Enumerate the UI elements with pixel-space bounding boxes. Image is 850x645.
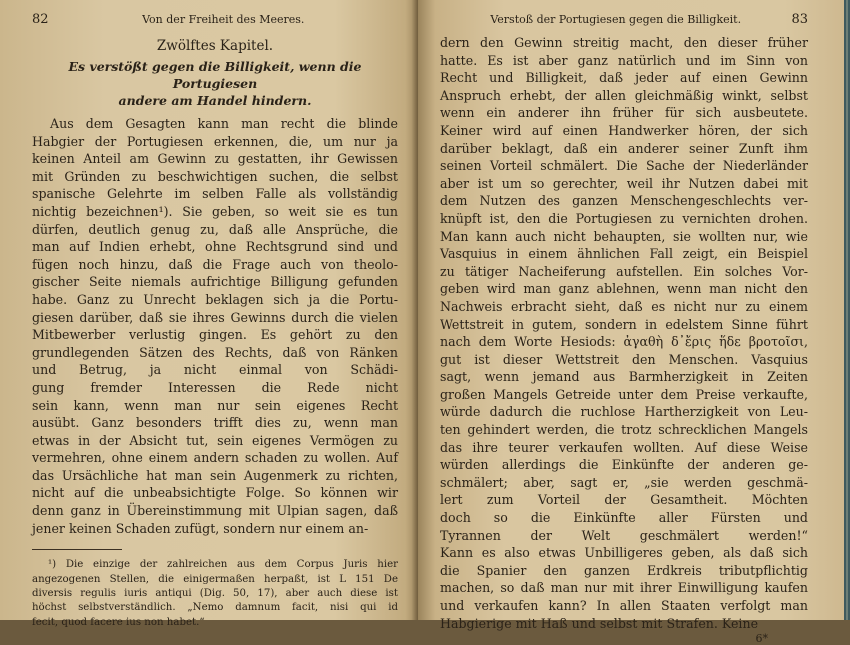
text-line: Habgierige mit Haß und selbst mit Strafen. Keine [440,615,759,631]
text-line: Aus dem Gesagten kann man recht die blinde [50,116,398,131]
text-line: und verkaufen kann? In allen Staaten verfolgt man [440,598,808,613]
text-line: habe. Ganz zu Unrecht beklagen sich ja die Portu- [32,291,398,307]
text-line: nicht auf die unbeabsichtigte Folge. So können wir [32,485,398,501]
footnote [32,558,398,630]
text-line: Tyrannen der Welt geschmälert werden!“ [440,527,808,543]
text-line: Recht und Billigkeit, daß jeder auf einen Gewinn [440,70,808,86]
chapter-title: Zwölftes Kapitel. [156,38,274,54]
text-line: nichtig bezeichnen¹). Sie geben, so weit sie es tun [32,203,398,219]
text-line: dürfen, deutlich genug zu, daß alle Ansprüche, die [32,221,398,237]
page-edge [844,0,850,620]
text-line: zu tätiger Nacheiferung aufstellen. Ein solches Vor- [440,263,808,279]
text-line: gung fremder Interessen die Rede nicht [32,379,398,395]
text-line: gut ist dieser Wettstreit den Menschen. Vasquius [440,351,808,367]
text-line: Kann es also etwas Unbilligeres geben, als daß sich [440,545,808,561]
right-page-header [440,12,808,34]
text-line: geben wird man ganz ablehnen, wenn man nicht den [440,281,808,297]
text-line: spanische Gelehrte im selben Falle als vollständig [32,186,398,202]
text-line: Keiner wird auf einen Handwerker hören, der sich [440,122,808,138]
text-line: das ihre teurer verkaufen wollten. Auf diese Weise [440,439,808,455]
text-line: und Betrug, ja nicht einmal von Schädi- [32,362,398,378]
signature-mark: 6* [755,632,768,645]
text-line: hatte. Es ist aber ganz natürlich und im Sinn von [440,52,808,68]
right-page [418,0,850,645]
text-line: dern den Gewinn streitig macht, den dieser früher [440,35,808,50]
text-line: lert zum Vorteil der Gesamtheit. Möchten [440,492,808,508]
text-line: giesen darüber, daß sie ihres Gewinns durch die vielen [32,309,398,325]
text-line: Wettstreit in gutem, sondern in edelstem Sinne führt [440,316,808,332]
subtitle-line: andere am Handel hindern. [118,93,312,108]
left-page-header [32,12,398,34]
text-line: schmälert; aber, sagt er, „sie werden geschmä- [440,474,808,490]
footnote-line: fecit, quod facere ius non habet.“ [32,616,205,628]
left-body-text [32,115,398,537]
text-line: knüpft ist, den die Portugiesen zu vernichten drohen. [440,210,808,226]
text-line: keinen Anteil am Gewinn zu gestatten, ihr Gewissen [32,151,398,167]
text-line: aber ist um so gerechter, weil ihr Nutzen dabei mit [440,175,808,191]
text-line: darüber beklagt, daß ein anderer seiner Zunft ihm [440,140,808,156]
text-line: ten gehindert werden, die trotz schrecklichen Mangels [440,422,808,438]
running-head: Verstoß der Portugiesen gegen die Billigkeit. [490,13,742,26]
left-page [0,0,418,628]
text-line: die Spanier den ganzen Erdkreis tributpflichtig [440,562,808,578]
text-line: Nachweis erbracht sieht, daß es nicht nur zu einem [440,298,808,314]
text-line: doch so die Einkünfte aller Fürsten und [440,510,808,526]
text-line: denn ganz in Übereinstimmung mit Ulpian sagen, daß [32,503,398,519]
page-number: 83 [791,12,808,27]
footnote-rule [32,549,122,550]
text-line: Vasquius in einem ähnlichen Fall zeigt, ein Beispiel [440,246,808,262]
text-line: fügen noch hinzu, daß die Frage auch von theolo- [32,256,398,272]
text-line: würde dadurch die ruchlose Hartherzigkeit von Leu- [440,404,808,420]
text-line: mit Gründen zu beschwichtigen suchen, die selbst [32,168,398,184]
text-line: ausübt. Ganz besonders trifft dies zu, wenn man [32,415,398,431]
text-line: dem Nutzen des ganzen Menschengeschlechts ver- [440,193,808,209]
text-line: Anspruch erhebt, der allen gleichmäßig winkt, selbst [440,87,808,103]
running-head: Von der Freiheit des Meeres. [142,13,305,26]
right-body-text [440,34,808,632]
text-line: Man kann auch nicht behaupten, sie wollten nur, wie [440,228,808,244]
text-line: gischer Seite niemals aufrichtige Billigung gefunden [32,274,398,290]
text-line: Habgier der Portugiesen erkennen, die, um nur ja [32,133,398,149]
text-line: wenn ein anderer ihn früher für sich ausbeutete. [440,105,808,121]
text-line: seinen Vorteil schmälert. Die Sache der Niederländer [440,158,808,174]
text-line: vermehren, ohne einem andern schaden zu wollen. Auf [32,450,398,466]
text-line: nach dem Worte Hesiods: ἀγαθὴ δ᾽ἔρις ἥδε βροτοῖσι, [440,334,808,350]
text-line: würden allerdings die Einkünfte der anderen ge- [440,457,808,473]
text-line: sagt, wenn jemand aus Barmherzigkeit in Zeiten [440,369,808,385]
text-line: großen Mangels Getreide unter dem Preise verkaufte, [440,386,808,402]
footnote-line: angezogenen Stellen, die einigermaßen herpaßt, ist L 151 De [32,573,398,585]
text-line: man auf Indien erhebt, ohne Rechtsgrund sind und [32,239,398,255]
chapter-subtitle [32,58,398,109]
text-line: sein kann, wenn man nur sein eigenes Recht [32,397,398,413]
footnote-line: höchst selbstverständlich. „Nemo damnum facit, nisi qui id [32,602,398,614]
footnote-line: ¹) Die einzige der zahlreichen aus dem Corpus Juris hier [48,559,398,571]
subtitle-line: Es verstößt gegen die Billigkeit, wenn die Portugiesen [68,59,362,91]
text-line: Mitbewerber verlustig gingen. Es gehört zu den [32,327,398,343]
text-line: jener keinen Schaden zufügt, sondern nur einem an- [32,520,369,536]
text-line: machen, so daß man nur mit ihrer Einwilligung kaufen [440,580,808,596]
text-line: das Ursächliche hat man sein Augenmerk zu richten, [32,467,398,483]
text-line: etwas in der Absicht tut, sein eigenes Vermögen zu [32,432,398,448]
text-line: grundlegenden Sätzen des Rechts, daß von Ränken [32,344,398,360]
footnote-line: diversis regulis iuris antiqui (Dig. 50, 17), aber auch diese ist [32,588,398,600]
page-number: 82 [32,12,49,27]
